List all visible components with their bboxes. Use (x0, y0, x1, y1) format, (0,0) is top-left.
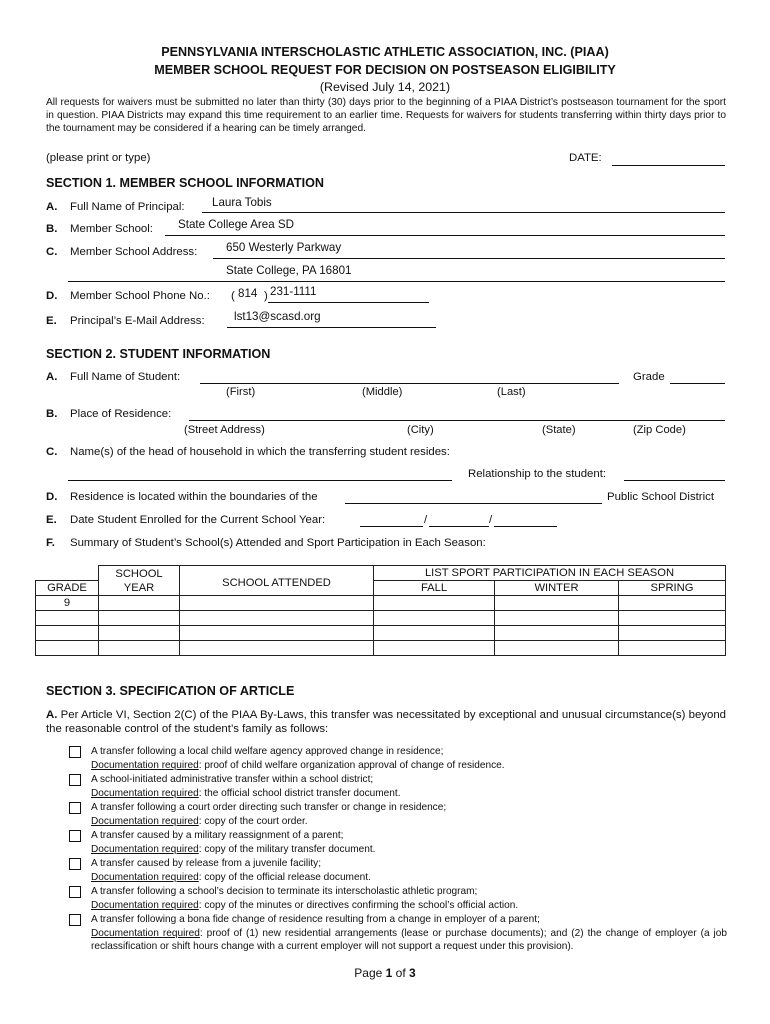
page-number (0, 966, 770, 980)
section2-heading: SECTION 2. STUDENT INFORMATION (46, 347, 271, 361)
documentation-label: Documentation required (91, 788, 199, 799)
table-cell[interactable] (495, 641, 619, 656)
option-text: A transfer following a bona fide change of residence resulting from a change in employer of a parent; (91, 914, 540, 925)
table-cell[interactable] (36, 641, 99, 656)
option-checkbox-administrative-transfer[interactable] (69, 774, 81, 786)
article-intro (46, 708, 726, 737)
option-text: A transfer following a school’s decision to terminate its interscholastic athletic program; (91, 886, 478, 897)
first-name-caption: (First) (226, 386, 256, 398)
item-letter: A. (46, 371, 58, 383)
article-intro-text: Per Article VI, Section 2(C) of the PIAA By-Laws, this transfer was necessitated by exceptional and unusual circumstance(s) beyond the reasonable control of the student’s family as follows: (46, 709, 726, 736)
item-letter: A. (46, 709, 58, 721)
district-field[interactable] (345, 503, 602, 504)
school-value[interactable]: State College Area SD (178, 218, 295, 231)
table-cell[interactable] (36, 611, 99, 626)
option-text: A transfer caused by release from a juvenile facility; (91, 858, 322, 869)
option-text: A transfer following a court order directing such transfer or change in residence; (91, 802, 447, 813)
residence-field[interactable] (189, 420, 725, 421)
documentation-text: : copy of the court order. (198, 816, 308, 827)
table-cell[interactable] (99, 626, 180, 641)
table-row (36, 641, 726, 656)
option-checkbox-military[interactable] (69, 830, 81, 842)
option-text: A transfer caused by a military reassignment of a parent; (91, 830, 344, 841)
option-text: A school-initiated administrative transfer within a school district; (91, 774, 374, 785)
item-letter: A. (46, 201, 58, 213)
documentation-text: : copy of the military transfer document. (198, 844, 376, 855)
table-cell[interactable] (99, 611, 180, 626)
table-row (36, 626, 726, 641)
address-value-line2[interactable]: State College, PA 16801 (226, 264, 352, 277)
table-cell[interactable] (619, 611, 726, 626)
middle-name-caption: (Middle) (362, 386, 403, 398)
header-empty (36, 566, 99, 581)
table-cell[interactable] (180, 626, 374, 641)
phone-area-code[interactable]: 814 (238, 287, 258, 300)
relationship-label: Relationship to the student: (468, 468, 607, 480)
enrolled-label: Date Student Enrolled for the Current School Year: (70, 514, 326, 526)
table-cell[interactable] (495, 626, 619, 641)
table-cell[interactable] (619, 626, 726, 641)
col-school-year-line1: SCHOOL (115, 567, 163, 580)
option-checkbox-child-welfare[interactable] (69, 746, 81, 758)
documentation-label: Documentation required (91, 900, 199, 911)
household-field[interactable] (68, 480, 452, 481)
documentation-label: Documentation required (91, 760, 199, 771)
street-caption: (Street Address) (184, 424, 265, 436)
summary-label: Summary of Student’s School(s) Attended and Sport Participation in Each Season: (70, 537, 486, 549)
table-cell[interactable] (495, 596, 619, 611)
option-documentation (91, 899, 518, 912)
table-cell[interactable]: 9 (36, 596, 99, 611)
section3-heading: SECTION 3. SPECIFICATION OF ARTICLE (46, 684, 295, 698)
principal-value[interactable]: Laura Tobis (212, 196, 272, 209)
item-letter: D. (46, 290, 58, 302)
form-title-line1: PENNSYLVANIA INTERSCHOLASTIC ATHLETIC ASSOCIATION, INC. (PIAA) (161, 45, 609, 59)
option-checkbox-employer-change[interactable] (69, 914, 81, 926)
email-field[interactable] (227, 327, 436, 328)
email-label: Principal’s E-Mail Address: (70, 315, 205, 327)
option-documentation (91, 927, 727, 954)
zip-caption: (Zip Code) (633, 424, 686, 436)
col-spring: SPRING (619, 581, 726, 596)
address-label: Member School Address: (70, 246, 198, 258)
phone-close-paren: ) (264, 290, 268, 302)
item-letter: B. (46, 223, 58, 235)
principal-field[interactable] (202, 212, 725, 213)
print-note: (please print or type) (46, 152, 151, 164)
item-letter: C. (46, 446, 58, 458)
residence-label: Place of Residence: (70, 408, 172, 420)
school-label: Member School: (70, 223, 153, 235)
option-checkbox-court-order[interactable] (69, 802, 81, 814)
date-field[interactable] (612, 165, 725, 166)
option-checkbox-program-termination[interactable] (69, 886, 81, 898)
documentation-text: : proof of (1) new residential arrangements (lease or purchase documents); and (2) the change of employer (a job reclassification or shift hours change with a current employer will not support a request under this provision). (91, 928, 728, 953)
item-letter: E. (46, 315, 57, 327)
item-letter: B. (46, 408, 58, 420)
table-row (36, 611, 726, 626)
option-documentation (91, 843, 375, 856)
submission-instructions: All requests for waivers must be submitted no later than thirty (30) days prior to the beginning of a PIAA District’s postseason tournament for the sport in question. PIAA Districts may expand this time requirement to an earlier time. Requests for waivers for students transferring within thirty days prior to the tournament may be considered if a hearing can be timely arranged. (46, 97, 726, 134)
item-letter: C. (46, 246, 58, 258)
table-cell[interactable] (99, 596, 180, 611)
section1-heading: SECTION 1. MEMBER SCHOOL INFORMATION (46, 176, 325, 190)
address-value-line1[interactable]: 650 Westerly Parkway (226, 241, 342, 254)
option-checkbox-juvenile-release[interactable] (69, 858, 81, 870)
school-history-table (35, 565, 726, 656)
student-name-label: Full Name of Student: (70, 371, 181, 383)
date-label: DATE: (569, 152, 602, 164)
table-cell[interactable] (36, 626, 99, 641)
col-fall: FALL (374, 581, 495, 596)
documentation-text: : copy of the minutes or directives confirming the school’s official action. (198, 900, 519, 911)
table-row (36, 596, 726, 611)
documentation-text: : the official school district transfer document. (198, 788, 401, 799)
principal-label: Full Name of Principal: (70, 201, 185, 213)
documentation-text: : proof of child welfare organization approval of change of residence. (198, 760, 505, 771)
documentation-text: : copy of the official release document. (198, 872, 371, 883)
state-caption: (State) (542, 424, 576, 436)
page-total: 3 (409, 966, 416, 980)
household-label: Name(s) of the head of household in which the transferring student resides: (70, 446, 450, 458)
col-school-attended: SCHOOL ATTENDED (180, 566, 374, 596)
col-school-year (99, 566, 180, 596)
table-cell[interactable] (374, 596, 495, 611)
documentation-label: Documentation required (91, 872, 199, 883)
address-field-line2[interactable] (68, 281, 725, 282)
form-title-line2: MEMBER SCHOOL REQUEST FOR DECISION ON POSTSEASON ELIGIBILITY (154, 63, 616, 77)
phone-open-paren: ( (231, 290, 235, 302)
option-text: A transfer following a local child welfare agency approved change in residence; (91, 746, 444, 757)
table-cell[interactable] (619, 596, 726, 611)
option-documentation (91, 787, 401, 800)
district-label: Residence is located within the boundaries of the (70, 491, 318, 503)
district-suffix: Public School District (607, 491, 714, 503)
phone-field[interactable] (268, 302, 429, 303)
page-current: 1 (385, 966, 393, 980)
last-name-caption: (Last) (497, 386, 526, 398)
col-winter: WINTER (495, 581, 619, 596)
item-letter: D. (46, 491, 58, 503)
enrolled-year-field[interactable] (494, 526, 557, 527)
table-cell[interactable] (619, 641, 726, 656)
student-name-field[interactable] (200, 383, 619, 384)
page-of: of (392, 966, 410, 980)
option-documentation (91, 815, 308, 828)
documentation-label: Documentation required (91, 844, 199, 855)
table-cell[interactable] (495, 611, 619, 626)
revised-date: (Revised July 14, 2021) (319, 80, 451, 94)
table-cell[interactable] (374, 611, 495, 626)
enrolled-day-field[interactable] (429, 526, 489, 527)
col-grade: GRADE (36, 581, 99, 596)
table-cell[interactable] (180, 596, 374, 611)
phone-label: Member School Phone No.: (70, 290, 210, 302)
date-slash: / (489, 514, 493, 526)
grade-field[interactable] (670, 383, 725, 384)
table-cell[interactable] (99, 641, 180, 656)
relationship-field[interactable] (624, 480, 725, 481)
address-field-line1[interactable] (213, 258, 725, 259)
page-prefix: Page (354, 966, 386, 980)
item-letter: F. (46, 537, 55, 549)
col-sport-participation: LIST SPORT PARTICIPATION IN EACH SEASON (374, 566, 726, 581)
enrolled-month-field[interactable] (360, 526, 423, 527)
documentation-label: Documentation required (91, 816, 199, 827)
email-value[interactable]: lst13@scasd.org (234, 310, 321, 323)
item-letter: E. (46, 514, 57, 526)
city-caption: (City) (407, 424, 434, 436)
school-field[interactable] (165, 235, 725, 236)
option-documentation (91, 759, 505, 772)
table-cell[interactable] (374, 641, 495, 656)
table-cell[interactable] (180, 611, 374, 626)
date-slash: / (424, 514, 428, 526)
phone-number[interactable]: 231-1111 (270, 285, 317, 298)
table-cell[interactable] (180, 641, 374, 656)
option-documentation (91, 871, 371, 884)
table-cell[interactable] (374, 626, 495, 641)
grade-label: Grade (633, 371, 665, 383)
documentation-label: Documentation required (91, 928, 200, 939)
col-school-year-line2: YEAR (123, 581, 155, 594)
